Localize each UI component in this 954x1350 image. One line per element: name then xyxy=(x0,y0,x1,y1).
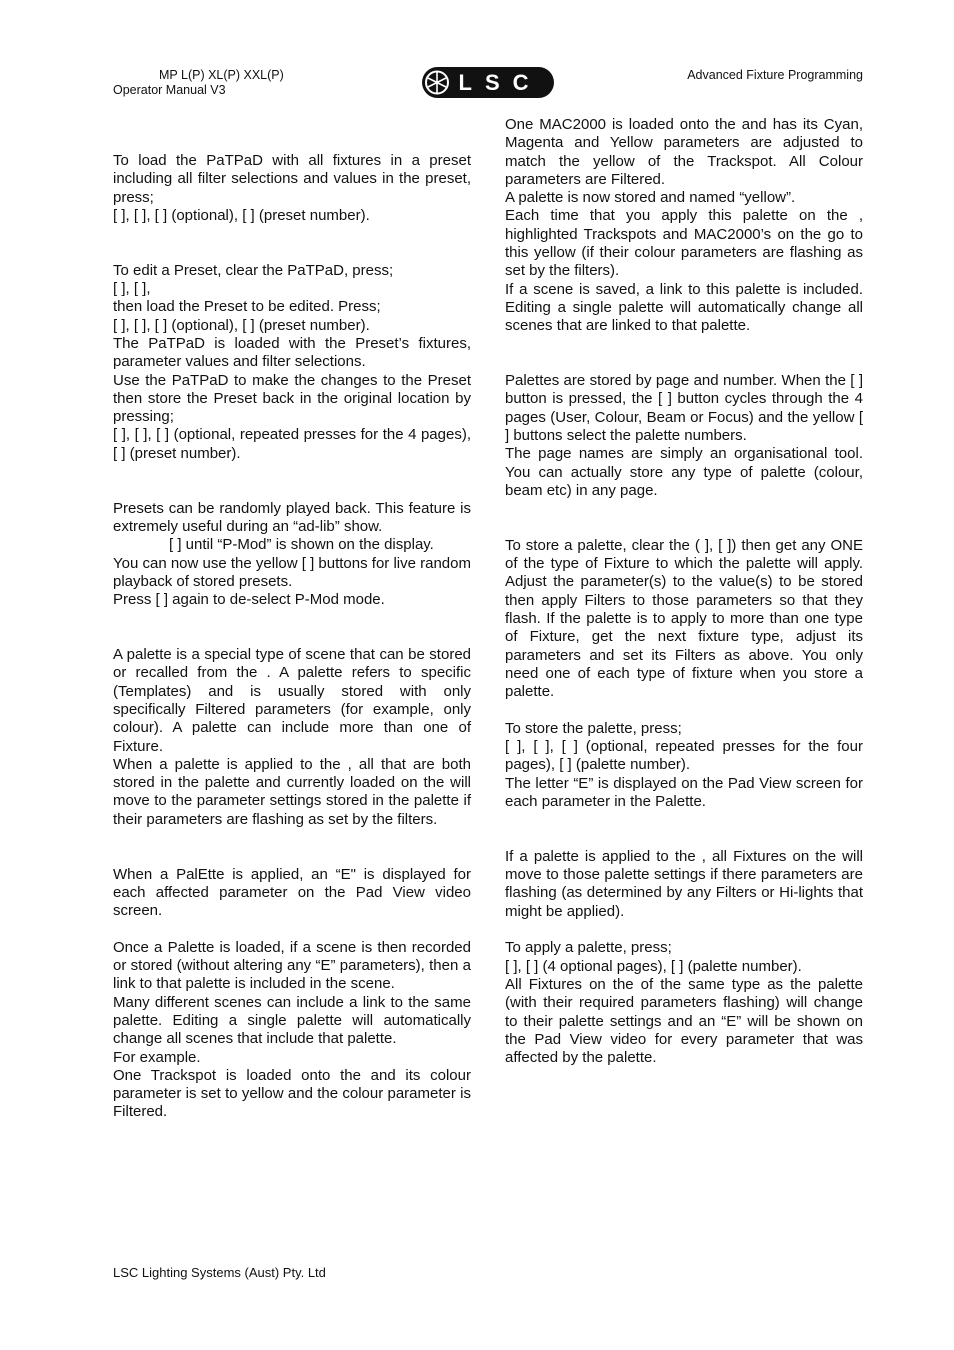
header-left xyxy=(113,68,284,98)
paragraph: [ ], [ ], [ ] (optional), [ ] (preset number). xyxy=(113,316,370,334)
paragraph: A palette is now stored and named “yellow”. xyxy=(505,189,796,207)
header-section: Advanced Fixture Programming xyxy=(687,68,863,82)
paragraph: For example. xyxy=(113,1048,201,1066)
paragraph: [ ], [ ], xyxy=(113,280,151,298)
right-column xyxy=(505,116,863,1067)
paragraph: Many different scenes can include a link to the same palette. Editing a single palette will automatically change all scenes that include that palette. xyxy=(113,993,471,1048)
left-column xyxy=(113,152,471,1122)
paragraph: Presets can be randomly played back. This feature is extremely useful during an “ad-lib” show. xyxy=(113,499,471,535)
paragraph: You can now use the yellow [ ] buttons for live random playback of stored presets. xyxy=(113,554,471,590)
paragraph: [ ], [ ], [ ] (optional, repeated presses for the four pages), [ ] (palette number). xyxy=(505,738,863,774)
paragraph: If a scene is saved, a link to this palette is included. Editing a single palette will automatically change all scenes that are linked to that palette. xyxy=(505,280,863,335)
header-model: MP L(P) XL(P) XXL(P) xyxy=(159,68,284,82)
header-manual: Operator Manual V3 xyxy=(113,83,226,97)
paragraph: Palettes are stored by page and number. When the [ ] button is pressed, the [ ] button cycles through the 4 pages (User, Colour, Beam or Focus) and the yellow [ ] buttons select the palette numbers. xyxy=(505,372,863,445)
paragraph: To apply a palette, press; xyxy=(505,939,672,957)
paragraph: The letter “E” is displayed on the Pad View screen for each parameter in the Palette. xyxy=(505,774,863,810)
paragraph: [ ] until “P-Mod” is shown on the display. xyxy=(169,536,434,554)
paragraph: To edit a Preset, clear the PaTPaD, press; xyxy=(113,261,394,279)
logo-text: LSC xyxy=(458,70,542,95)
paragraph: To load the PaTPaD with all fixtures in a preset including all filter selections and values in the preset, press; xyxy=(113,152,471,206)
paragraph: To store a palette, clear the ( ], [ ]) then get any ONE of the type of Fixture to which the palette will apply. Adjust the parameter(s) to the value(s) to be stored then apply Filters to those parameters so that they flash. If the palette is to apply to more than one type of Fixture, get the next fixture type, adjust its parameters and set its Filters as above. You only need one of each type of fixture when you store a palette. xyxy=(505,536,863,701)
paragraph: One Trackspot is loaded onto the and its colour parameter is set to yellow and the colour parameter is Filtered. xyxy=(113,1066,471,1121)
paragraph: When a PalEtte is applied, an “E" is displayed for each affected parameter on the Pad View video screen. xyxy=(113,865,471,920)
paragraph: The PaTPaD is loaded with the Preset’s fixtures, parameter values and filter selections. xyxy=(113,334,471,371)
footer-company: LSC Lighting Systems (Aust) Pty. Ltd xyxy=(113,1265,326,1280)
paragraph: Each time that you apply this palette on the , highlighted Trackspots and MAC2000’s on the go to this yellow (if their colour parameters are flashing as set by the filters). xyxy=(505,207,863,280)
paragraph: When a palette is applied to the , all that are both stored in the palette and currently loaded on the will move to the parameter settings stored in the palette if their parameters are flashing as set by the filters. xyxy=(113,755,471,828)
lsc-logo xyxy=(421,66,555,99)
paragraph: Press [ ] again to de-select P-Mod mode. xyxy=(113,591,385,609)
paragraph: If a palette is applied to the , all Fixtures on the will move to those palette settings if there parameters are flashing (as determined by any Filters or Hi-lights that might be applied). xyxy=(505,847,863,920)
paragraph: All Fixtures on the of the same type as the palette (with their required parameters flashing) will change to their palette settings and an “E” will be shown on the Pad View video for every parameter that was affected by the palette. xyxy=(505,975,863,1067)
paragraph: Once a Palette is loaded, if a scene is then recorded or stored (without altering any “E” parameters), then a link to that palette is included in the scene. xyxy=(113,938,471,993)
paragraph: One MAC2000 is loaded onto the and has its Cyan, Magenta and Yellow parameters are adjusted to match the yellow of the Trackspot. All Colour parameters are Filtered. xyxy=(505,116,863,188)
paragraph: Use the PaTPaD to make the changes to the Preset then store the Preset back in the original location by pressing; xyxy=(113,371,471,426)
paragraph: [ ], [ ] (4 optional pages), [ ] (palette number). xyxy=(505,957,802,975)
paragraph: [ ], [ ], [ ] (optional), [ ] (preset number). xyxy=(113,206,370,224)
paragraph: then load the Preset to be edited. Press; xyxy=(113,298,381,316)
paragraph: The page names are simply an organisational tool. You can actually store any type of palette (colour, beam etc) in any page. xyxy=(505,445,863,499)
paragraph: A palette is a special type of scene that can be stored or recalled from the . A palette refers to specific (Templates) and is usually stored with only specifically Filtered parameters (for example, only colour). A palette can include more than one of Fixture. xyxy=(113,646,471,755)
paragraph: [ ], [ ], [ ] (optional, repeated presses for the 4 pages), [ ] (preset number). xyxy=(113,426,471,462)
paragraph: To store the palette, press; xyxy=(505,719,682,737)
